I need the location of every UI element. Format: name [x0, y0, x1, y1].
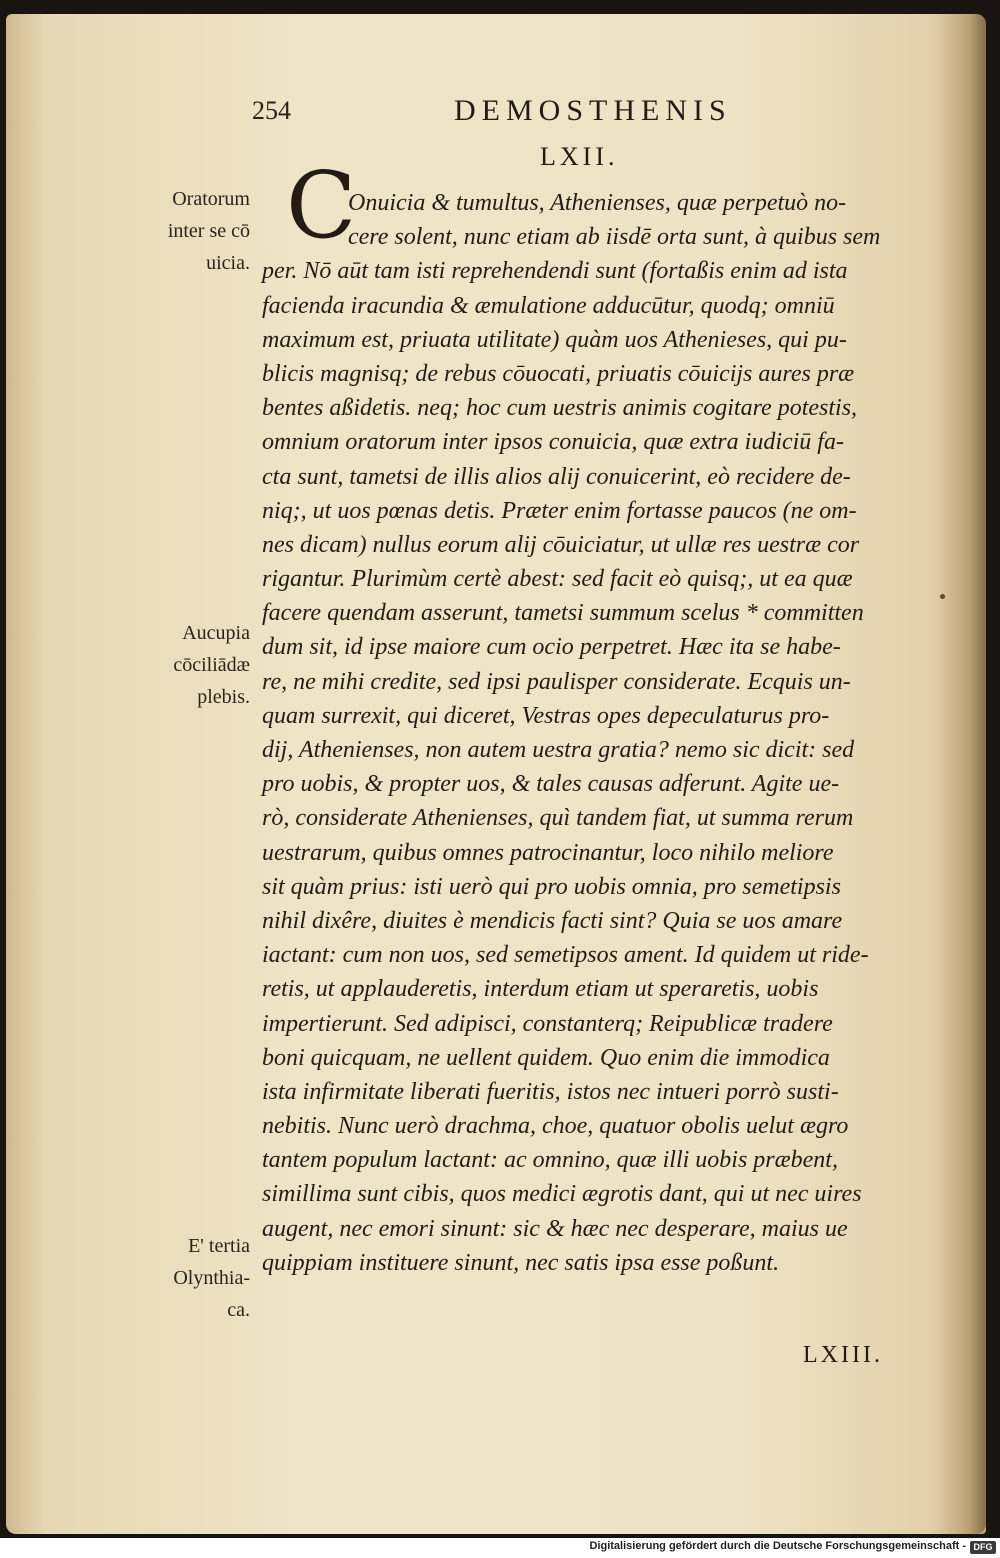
text-line: uestrarum, quibus omnes patrocinantur, loco nihilo meliore	[262, 839, 834, 866]
text-line: re, ne mihi credite, sed ipsi paulisper considerate. Ecquis un-	[262, 668, 851, 695]
running-title: DEMOSTHENIS	[454, 94, 732, 127]
margin-note	[168, 183, 250, 279]
text-line: niq;, ut uos pœnas detis. Præter enim fortasse paucos (ne om-	[262, 497, 857, 524]
margin-note-line: cōciliādæ	[173, 654, 250, 676]
dfg-logo: DFG	[970, 1541, 996, 1554]
text-line: boni quicquam, ne uellent quidem. Quo enim die immodica	[262, 1044, 830, 1071]
text-line: quam surrexit, qui diceret, Vestras opes depeculaturus pro-	[262, 702, 830, 729]
text-line: impertierunt. Sed adipisci, constanterq; Reipublicæ tradere	[262, 1010, 833, 1037]
text-line: rigantur. Plurimùm certè abest: sed facit eò quisq;, ut ea quæ	[262, 566, 853, 593]
section-number: LXIII.	[803, 1342, 883, 1368]
text-line: blicis magnisq; de rebus cōuocati, priuatis cōuicijs aures præ	[262, 360, 855, 387]
text-line: omnium oratorum inter ipsos conuicia, quæ extra iudiciū fa-	[262, 429, 844, 456]
text-line: tantem populum lactant: ac omnino, quæ illi uobis præbent,	[262, 1147, 838, 1174]
text-line: retis, ut applauderetis, interdum etiam ut sperаretis, uobis	[262, 976, 819, 1003]
text-line: Onuicia & tumultus, Athenienses, quæ perpetuò no-	[348, 190, 847, 216]
text-line: simillima sunt cibis, quos medici ægrotis dant, qui ut nec uires	[262, 1181, 862, 1208]
text-line: facienda iracundia & æmulatione adducūtur, quodq; omniū	[262, 292, 835, 319]
body-text	[262, 186, 922, 1280]
page-fore-edge	[940, 14, 986, 1534]
text-line: dum sit, id ipse maiore cum ocio perpetret. Hæc ita se habe-	[262, 634, 841, 661]
text-line: facere quendam asserunt, tametsi summum scelus * committen	[262, 600, 864, 627]
text-line: rò, considerate Athenienses, quì tandem fiat, ut summa rerum	[262, 805, 854, 832]
text-line: iactant: cum non uos, sed semetipsos ament. Id quidem ut ride-	[262, 942, 869, 969]
margin-note-line: Aucupia	[182, 622, 250, 644]
text-line: pro uobis, & propter uos, & tales causas adferunt. Agite ue-	[262, 771, 840, 798]
text-line: per. Nō aūt tam isti reprehendendi sunt (fortaßis enim ad ista	[262, 258, 848, 285]
text-line: bentes aßidetis. neq; hoc cum uestris animis cogitare potestis,	[262, 395, 858, 422]
text-line: nes dicam) nullus eorum alij cōuiciatur, ut ullæ res uestræ cor	[262, 531, 860, 558]
margin-note	[173, 1230, 250, 1326]
footer-bar	[0, 1538, 1000, 1558]
ink-speck	[940, 594, 945, 599]
margin-note	[173, 617, 250, 713]
text-line: nihil dixêre, diuites è mendicis facti sint? Quia se uos amare	[262, 907, 843, 934]
margin-note-line: E' tertia	[188, 1235, 250, 1257]
text-line: cere solent, nunc etiam ab iisdē orta sunt, à quibus sem	[348, 224, 881, 251]
running-head	[0, 96, 1000, 136]
margin-note-line: plebis.	[197, 686, 250, 708]
margin-note-line: Oratorum	[172, 188, 250, 210]
text-line: dij, Athenienses, non autem uestra gratia? nemo sic dicit: sed	[262, 737, 855, 763]
text-line: cta sunt, tametsi de illis alios alij conuicerint, eò recidere de-	[262, 463, 851, 490]
margin-note-line: ca.	[227, 1299, 250, 1321]
text-line: quippiam instituere sinunt, nec satis ipsa esse poßunt.	[262, 1249, 780, 1276]
text-line: nebitis. Nunc uerò drachma, choe, quatuor obolis uelut ægro	[262, 1113, 849, 1140]
text-line: sit quàm prius: isti uerò qui pro uobis omnia, pro semetipsis	[262, 873, 841, 900]
text-line: maximum est, priuata utilitate) quàm uos Athenieses, qui pu-	[262, 326, 847, 353]
margin-note-line: uicia.	[206, 252, 250, 274]
page-number: 254	[252, 96, 291, 125]
text-line: augent, nec emori sinunt: sic & hæc nec desperare, maius ue	[262, 1215, 848, 1242]
margin-note-line: inter se cō	[167, 220, 250, 242]
drop-cap: C	[286, 152, 357, 259]
margin-note-line: Olynthia-	[173, 1267, 250, 1289]
text-line: ista infirmitate liberati fueritis, istos nec intueri porrò susti-	[262, 1078, 839, 1105]
section-number: LXII.	[540, 142, 619, 171]
footer-credit: Digitalisierung gefördert durch die Deutsche Forschungsgemeinschaft -	[589, 1540, 966, 1552]
